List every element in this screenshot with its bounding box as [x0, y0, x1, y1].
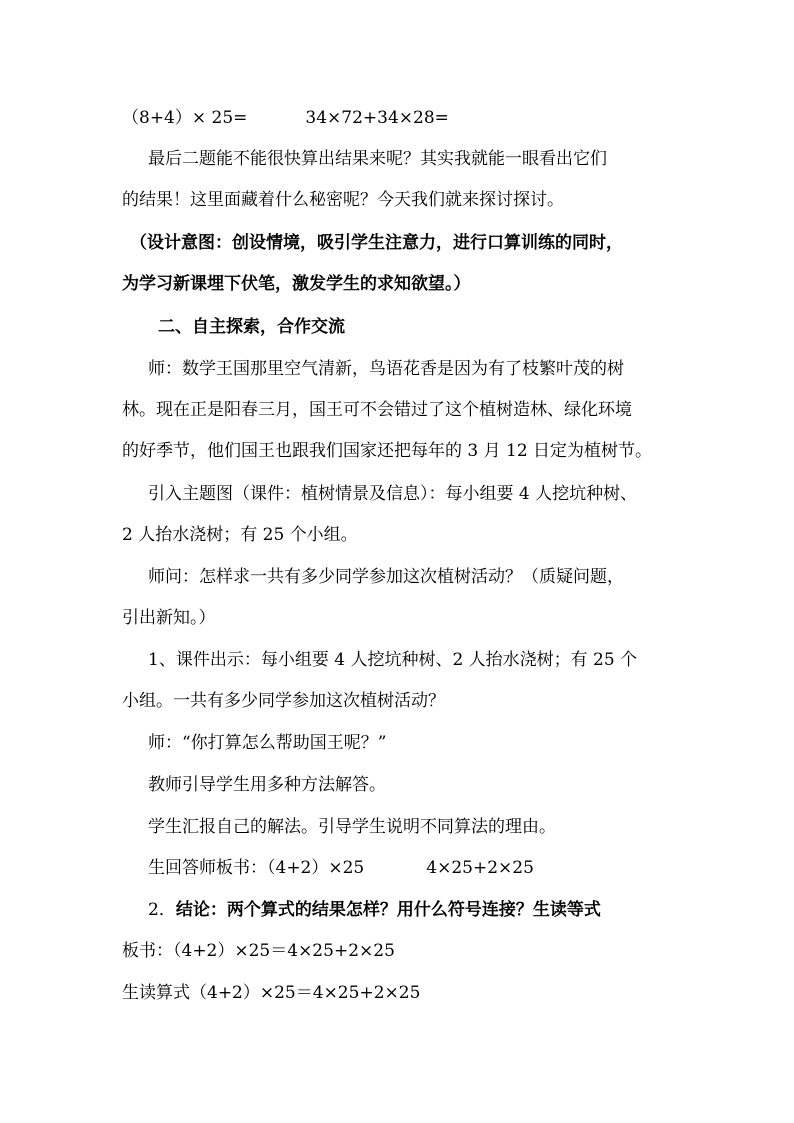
paragraph-line: 师：“你打算怎么帮助国王呢？”: [148, 733, 387, 753]
section-heading: 二、自主探索，合作交流: [158, 317, 345, 337]
paragraph-line: 师：数学王国那里空气清新，鸟语花香是因为有了枝繁叶茂的树: [148, 359, 624, 379]
paragraph-line: 小组。一共有多少同学参加这次植树活动？: [122, 691, 445, 711]
paragraph-line: 引出新知。）: [122, 608, 216, 628]
formula-left: （8+4）× 25=: [122, 108, 248, 128]
paragraph-line: 教师引导学生用多种方法解答。: [148, 775, 386, 795]
paragraph-line: 林。现在正是阳春三月，国王可不会错过了这个植树造林、绿化环境: [122, 400, 632, 420]
paragraph-line: 引入主题图（课件：植树情景及信息）：每小组要 4 人挖坑种树、: [148, 484, 638, 504]
paragraph-line: 师问：怎样求一共有多少同学参加这次植树活动？（质疑问题，: [148, 567, 624, 587]
conclusion-text: 结论：两个算式的结果怎样？用什么符号连接？生读等式: [175, 900, 601, 920]
board-writing-line: [148, 857, 534, 879]
reading-line: 生读算式（4+2）×25＝4×25+2×25: [122, 983, 421, 1003]
board-writing-line: 板书：（4+2）×25＝4×25+2×25: [122, 941, 395, 961]
board-formula-left: 生回答师板书：（4+2）×25: [148, 858, 365, 878]
paragraph-line: 的结果！这里面藏着什么秘密呢？今天我们就来探讨探讨。: [122, 190, 564, 210]
design-intent-line: （设计意图：创设情境，吸引学生注意力，进行口算训练的同时，: [130, 233, 623, 253]
paragraph-line: 学生汇报自己的解法。引导学生说明不同算法的理由。: [148, 817, 556, 837]
conclusion-line: [148, 899, 601, 921]
design-intent-line: 为学习新课埋下伏笔，激发学生的求知欲望。）: [122, 274, 471, 294]
paragraph-line: 1、课件出示：每小组要 4 人挖坑种树、2 人抬水浇树；有 25 个: [148, 650, 638, 670]
board-formula-right: 4×25+2×25: [426, 858, 534, 878]
conclusion-number: 2．: [148, 900, 176, 920]
paragraph-line: 最后二题能不能很快算出结果来呢？其实我就能一眼看出它们: [148, 149, 607, 169]
paragraph-line: 2 人抬水浇树；有 25 个小组。: [122, 525, 358, 545]
paragraph-line: 的好季节，他们国王也跟我们国家还把每年的 3 月 12 日定为植树节。: [122, 441, 653, 461]
formula-right: 34×72+34×28=: [305, 108, 449, 128]
formula-line: [122, 107, 449, 129]
